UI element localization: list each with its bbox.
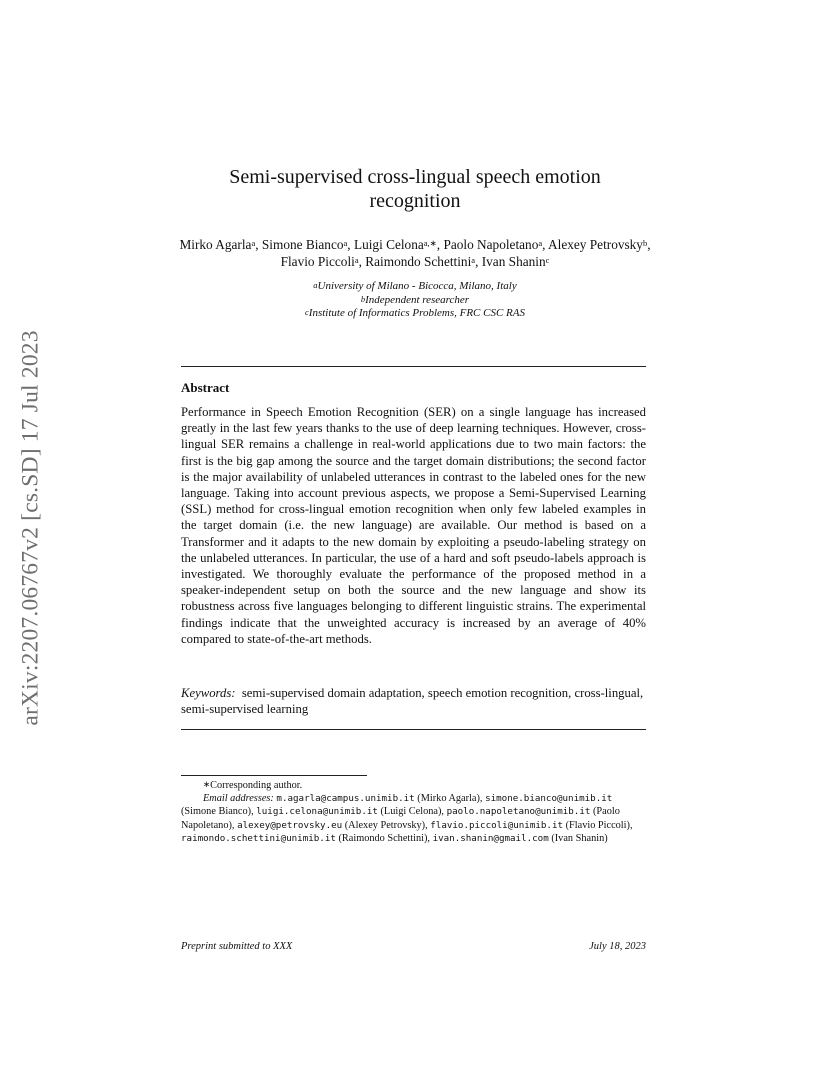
preprint-note: Preprint submitted to XXX xyxy=(181,941,293,952)
author: Luigi Celona$^{a,∗}$, xyxy=(353,237,444,252)
author: Ivan Shanin$^c$ xyxy=(481,254,550,269)
abstract-bottom-rule xyxy=(181,729,646,730)
author: Flavio Piccoli$^a$, xyxy=(280,254,366,269)
email-link[interactable]: raimondo.schettini@unimib.it xyxy=(181,832,336,844)
keywords-text: semi-supervised domain adaptation, speech emotion recognition, cross-lingual, semi-supervised learning xyxy=(181,686,644,717)
paper-title xyxy=(150,165,680,213)
footnote-rule xyxy=(181,775,367,776)
title-line-2: recognition xyxy=(369,190,461,212)
date: July 18, 2023 xyxy=(589,941,646,952)
email-label: Email addresses: xyxy=(203,793,274,805)
author: Raimondo Schettini$^a$, xyxy=(365,254,482,269)
email-link[interactable]: simone.bianco@unimib.it xyxy=(485,793,613,805)
corresponding-note: ∗Corresponding author. xyxy=(203,779,303,791)
author: Simone Bianco$^a$, xyxy=(261,237,354,252)
email-link[interactable]: paolo.napoletano@unimib.it xyxy=(446,806,591,818)
footnote: ∗Corresponding author. Email addresses: m.agarla@campus.unimib.it (Mirko Agarla), simone.bianco@unimib.it (Simone Bianco), luigi.celona@unimib.it (Luigi Celona), paolo.napoletano@unimib.it (Paolo Napoletano), alexey@petrovsky.eu (Alexey Petrovsky), flavio.piccoli@unimib.it (Flavio Piccoli), raimondo.schettini@unimib.it (Raimondo Schettini), ivan.shanin@gmail.com (Ivan Shanin) xyxy=(181,779,633,844)
abstract-text: Performance in Speech Emotion Recognition (SER) on a single language has increased greatly in the last few years thanks to the use of deep learning techniques. However, cross-lingual SER remains a challenge in real-world applications due to two main factors: the first is the big gap among the source and the target domain distributions; the second factor is the major availability of unlabeled utterances in contrast to the labeled ones for the new language. Taking into account previous aspects, we propose a Semi-Supervised Learning (SSL) method for cross-lingual emotion recognition when only few labeled examples in the target domain (i.e. the new language) are available. Our method is based on a Transformer and it adapts to the new domain by exploiting a pseudo-labeling strategy on the unlabeled utterances. In particular, the use of a hard and soft pseudo-labels approach is investigated. We thoroughly evaluate the performance of the proposed method in a speaker-independent setup on both the source and the new language and show its robustness across five languages belonging to different linguistic strains. The experimental findings indicate that the unweighted accuracy is increased by an average of 40% compared to state-of-the-art methods. xyxy=(181,405,646,646)
arxiv-watermark xyxy=(13,298,49,758)
email-link[interactable]: alexey@petrovsky.eu xyxy=(237,819,343,831)
abstract-top-rule xyxy=(181,366,646,367)
email-link[interactable]: flavio.piccoli@unimib.it xyxy=(430,819,564,831)
affiliation: $^c$Institute of Informatics Problems, FRC CSC RAS xyxy=(305,307,525,319)
title-line-1: Semi-supervised cross-lingual speech emotion xyxy=(229,166,601,188)
email-link[interactable]: luigi.celona@unimib.it xyxy=(256,806,378,818)
author-list xyxy=(170,236,660,270)
author: Paolo Napoletano$^a$, xyxy=(443,237,549,252)
keywords-label: Keywords: xyxy=(181,686,236,700)
affiliations xyxy=(200,280,630,321)
email-link[interactable]: m.agarla@campus.unimib.it xyxy=(276,793,415,805)
email-link[interactable]: ivan.shanin@gmail.com xyxy=(432,832,549,844)
affiliation: $^b$Independent researcher xyxy=(360,293,470,306)
abstract-heading: Abstract xyxy=(181,380,230,395)
author: Mirko Agarla$^a$, xyxy=(179,237,262,252)
author: Alexey Petrovsky$^b$, xyxy=(548,237,651,252)
keywords xyxy=(181,685,646,717)
affiliation: $^a$University of Milano - Bicocca, Milano, Italy xyxy=(313,280,517,292)
arxiv-id: arXiv:2207.06767v2 [cs.SD] 17 Jul 2023 xyxy=(17,330,44,726)
